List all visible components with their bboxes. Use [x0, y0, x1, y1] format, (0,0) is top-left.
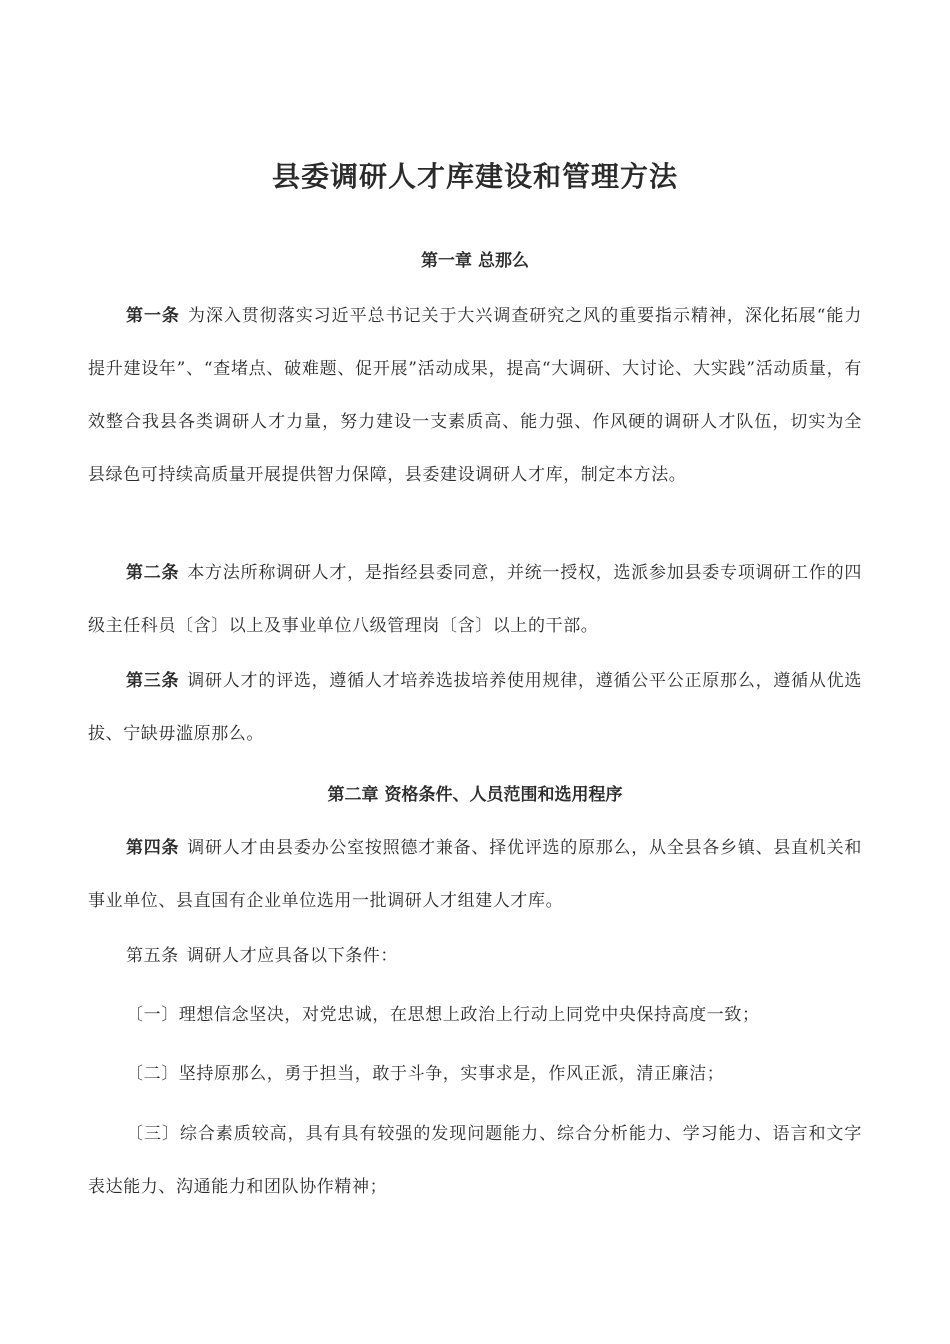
condition-item-3: 〔三〕综合素质较高，具有具有较强的发现问题能力、综合分析能力、学习能力、语言和文字表达能力、沟通能力和团队协作精神；	[88, 1124, 862, 1197]
condition-item-1: 〔一〕理想信念坚决，对党忠诚，在思想上政治上行动上同党中央保持高度一致；	[126, 1005, 760, 1025]
article-4	[88, 822, 862, 928]
article-3-text: 调研人才的评选，遵循人才培养选拔培养使用规律，遵循公平公正原那么，遵循从优选拔、宁缺毋滥原那么。	[88, 671, 862, 744]
article-1-text: 为深入贯彻落实习近平总书记关于大兴调查研究之风的重要指示精神，深化拓展“能力提升建设年”、“查堵点、破难题、促开展”活动成果，提高“大调研、大讨论、大实践”活动质量，有效整合我县各类调研人才力量，努力建设一支素质高、能力强、作风硬的调研人才队伍，切实为全县绿色可持续高质量开展提供智力保障，县委建设调研人才库，制定本方法。	[88, 306, 862, 485]
document-title: 县委调研人才库建设和管理方法	[271, 160, 678, 193]
article-4-text: 调研人才由县委办公室按照德才兼备、择优评选的原那么，从全县各乡镇、县直机关和事业单位、县直国有企业单位选用一批调研人才组建人才库。	[88, 838, 862, 911]
article-4-label: 第四条	[126, 838, 180, 858]
article-5	[88, 930, 862, 983]
chapter-2-heading: 第二章 资格条件、人员范围和选用程序	[327, 785, 623, 805]
article-5-label: 第五条	[126, 946, 179, 966]
article-3	[88, 655, 862, 761]
condition-item-2: 〔二〕坚持原那么，勇于担当，敢于斗争，实事求是，作风正派，清正廉洁；	[126, 1064, 725, 1084]
article-5-text: 调研人才应具备以下条件：	[186, 946, 399, 966]
article-2-label: 第二条	[126, 563, 180, 583]
article-3-label: 第三条	[126, 671, 180, 691]
article-2	[88, 547, 862, 653]
article-1	[88, 290, 862, 502]
article-1-label: 第一条	[126, 306, 180, 326]
article-2-text: 本方法所称调研人才，是指经县委同意，并统一授权，选派参加县委专项调研工作的四级主任科员〔含〕以上及事业单位八级管理岗〔含〕以上的干部。	[88, 563, 862, 636]
chapter-1-heading: 第一章 总那么	[421, 251, 529, 271]
